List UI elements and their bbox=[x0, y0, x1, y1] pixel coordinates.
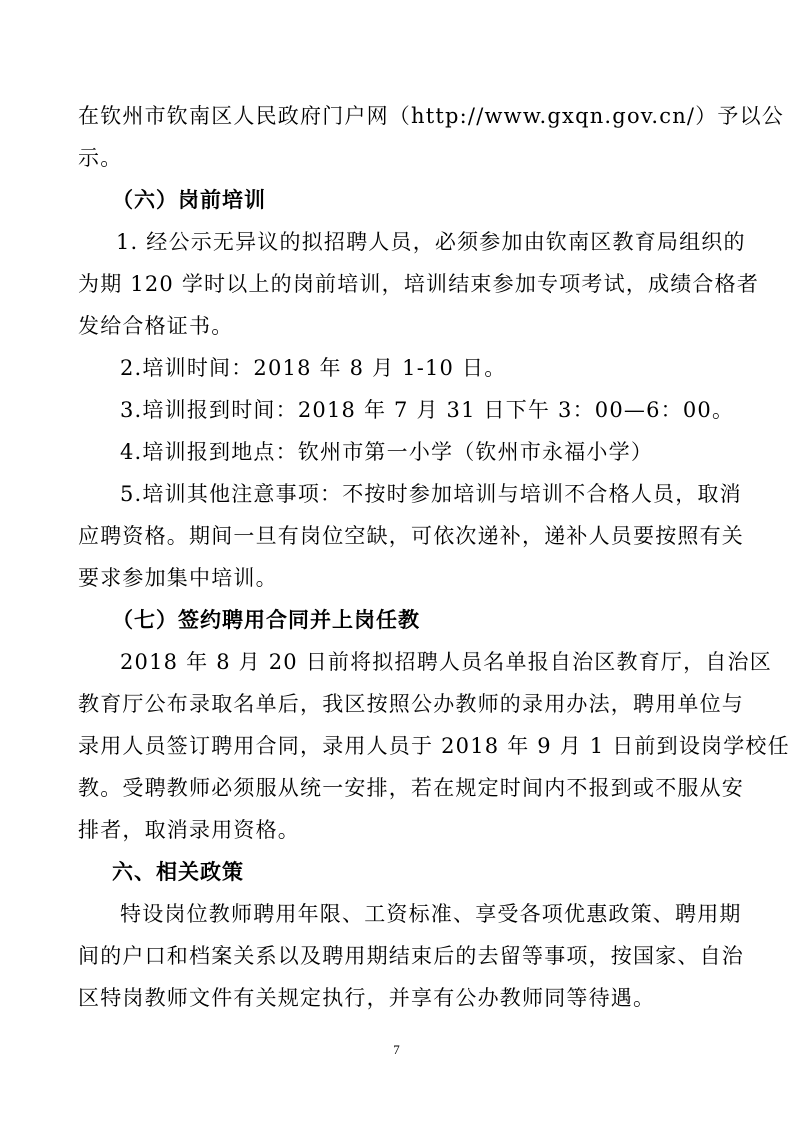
paragraph-line: 4.培训报到地点：钦州市第一小学（钦州市永福小学） bbox=[120, 440, 654, 464]
paragraph-line: 2018 年 8 月 20 日前将拟招聘人员名单报自治区教育厅，自治区 bbox=[120, 650, 772, 674]
paragraph-line: 录用人员签订聘用合同，录用人员于 2018 年 9 月 1 日前到设岗学校任 bbox=[78, 734, 790, 758]
section-heading: 六、相关政策 bbox=[112, 860, 244, 884]
page-number: 7 bbox=[393, 1042, 400, 1057]
paragraph-line: 3.培训报到时间：2018 年 7 月 31 日下午 3：00—6：00。 bbox=[120, 398, 735, 422]
paragraph-line: 区特岗教师文件有关规定执行，并享有公办教师同等待遇。 bbox=[78, 986, 656, 1010]
paragraph-line: 示。 bbox=[78, 146, 123, 170]
paragraph-line: 发给合格证书。 bbox=[78, 314, 234, 338]
section-heading: （七）签约聘用合同并上岗任教 bbox=[112, 608, 420, 632]
paragraph-line: 教。受聘教师必须服从统一安排，若在规定时间内不报到或不服从安 bbox=[78, 776, 744, 800]
paragraph-line: 间的户口和档案关系以及聘用期结束后的去留等事项，按国家、自治 bbox=[78, 944, 744, 968]
paragraph-line: 2.培训时间：2018 年 8 月 1-10 日。 bbox=[120, 356, 507, 380]
paragraph-line: 在钦州市钦南区人民政府门户网（http://www.gxqn.gov.cn/）予以公 bbox=[78, 104, 785, 128]
paragraph-line: 教育厅公布录取名单后，我区按照公办教师的录用办法，聘用单位与 bbox=[78, 692, 744, 716]
paragraph-line: 5.培训其他注意事项：不按时参加培训与培训不合格人员，取消 bbox=[120, 482, 742, 506]
section-heading: （六）岗前培训 bbox=[112, 188, 266, 212]
paragraph-line: 要求参加集中培训。 bbox=[78, 566, 278, 590]
paragraph-line: 排者，取消录用资格。 bbox=[78, 818, 300, 842]
paragraph-line: 应聘资格。期间一旦有岗位空缺，可依次递补，递补人员要按照有关 bbox=[78, 524, 744, 548]
paragraph-line: 1. 经公示无异议的拟招聘人员，必须参加由钦南区教育局组织的 bbox=[116, 230, 746, 254]
paragraph-line: 为期 120 学时以上的岗前培训，培训结束参加专项考试，成绩合格者 bbox=[78, 272, 760, 296]
paragraph-line: 特设岗位教师聘用年限、工资标准、享受各项优惠政策、聘用期 bbox=[120, 902, 742, 926]
